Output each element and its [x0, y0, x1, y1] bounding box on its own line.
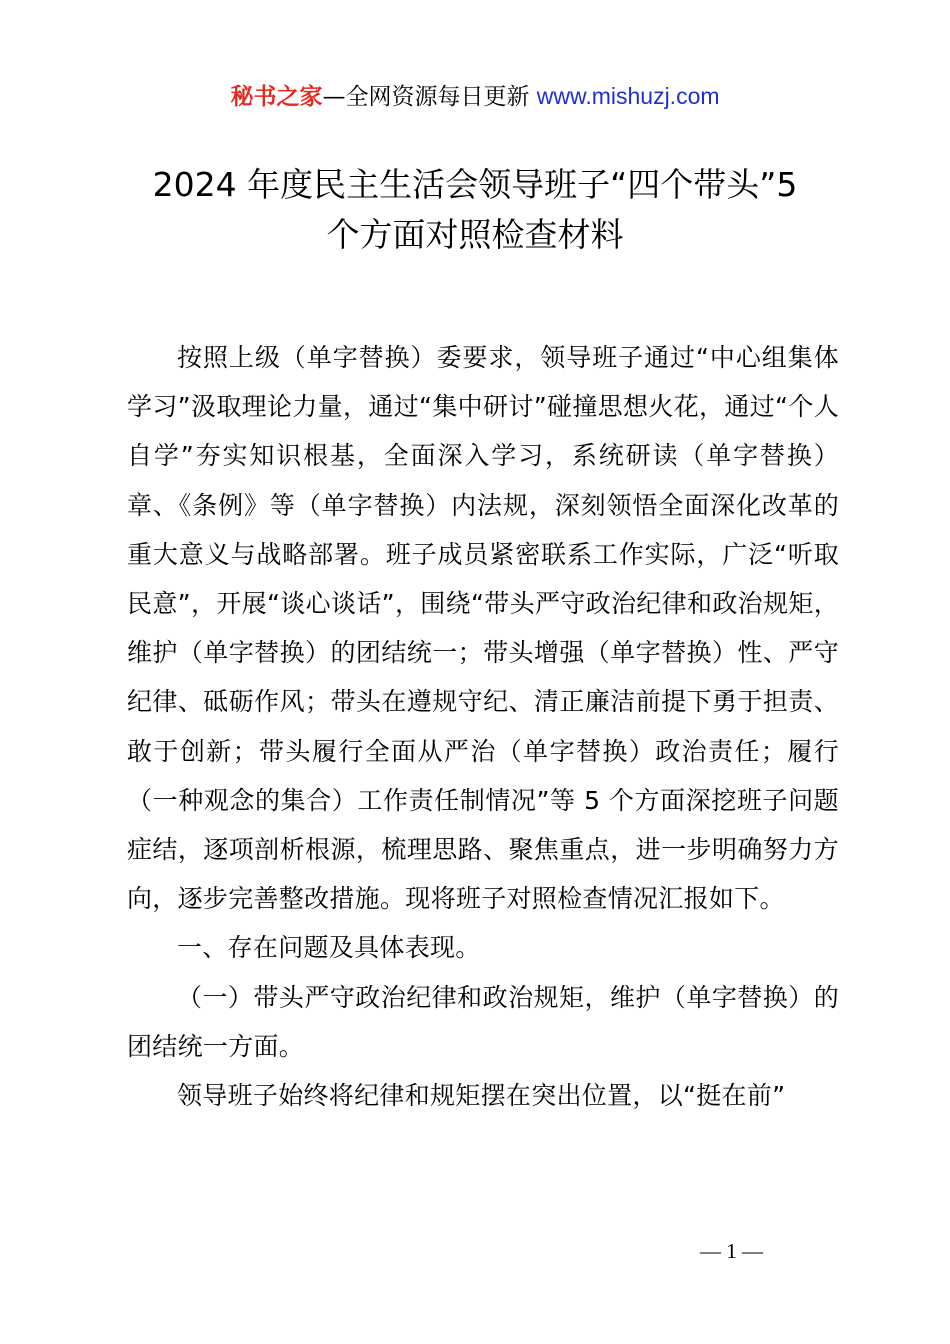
title-line-2: 个方面对照检查材料: [326, 215, 624, 254]
body-paragraph: 领导班子始终将纪律和规矩摆在突出位置，以“挺在前”: [177, 1081, 786, 1111]
intro-paragraph: 按照上级（单字替换）委要求，领导班子通过“中心组集体学习”汲取理论力量，通过“集中研讨”碰撞思想火花，通过“个人自学”夯实知识根基，全面深入学习，系统研读（单字替换）章、《条例》等（单字替换）内法规，深刻领悟全面深化改革的重大意义与战略部署。班子成员紧密联系工作实际，广泛“听取民意”，开展“谈心谈话”，围绕“带头严守政治纪律和政治规矩，维护（单字替换）的团结统一；带头增强（单字替换）性、严守纪律、砥砺作风；带头在遵规守纪、清正廉洁前提下勇于担责、敢于创新；带头履行全面从严治（单字替换）政治责任；履行（一种观念的集合）工作责任制情况”等 5 个方面深挖班子问题症结，逐项剖析根源，梳理思路、聚焦重点，进一步明确努力方向，逐步完善整改措施。现将班子对照检查情况汇报如下。: [127, 343, 839, 914]
banner-slogan: —全网资源每日更新: [322, 84, 537, 110]
page-number: — 1 —: [700, 1239, 763, 1263]
brand-name: 秘书之家: [230, 84, 323, 110]
site-banner: [0, 80, 950, 113]
title-line-1: 2024 年度民主生活会领导班子“四个带头”5: [152, 165, 798, 204]
subsection-heading-1: （一）带头严守政治纪律和政治规矩，维护（单字替换）的团结统一方面。: [127, 982, 839, 1061]
section-heading-1: 一、存在问题及具体表现。: [177, 933, 481, 963]
banner-url[interactable]: www.mishuzj.com: [536, 83, 720, 109]
document-body: [127, 333, 839, 1120]
document-title: [100, 160, 850, 260]
